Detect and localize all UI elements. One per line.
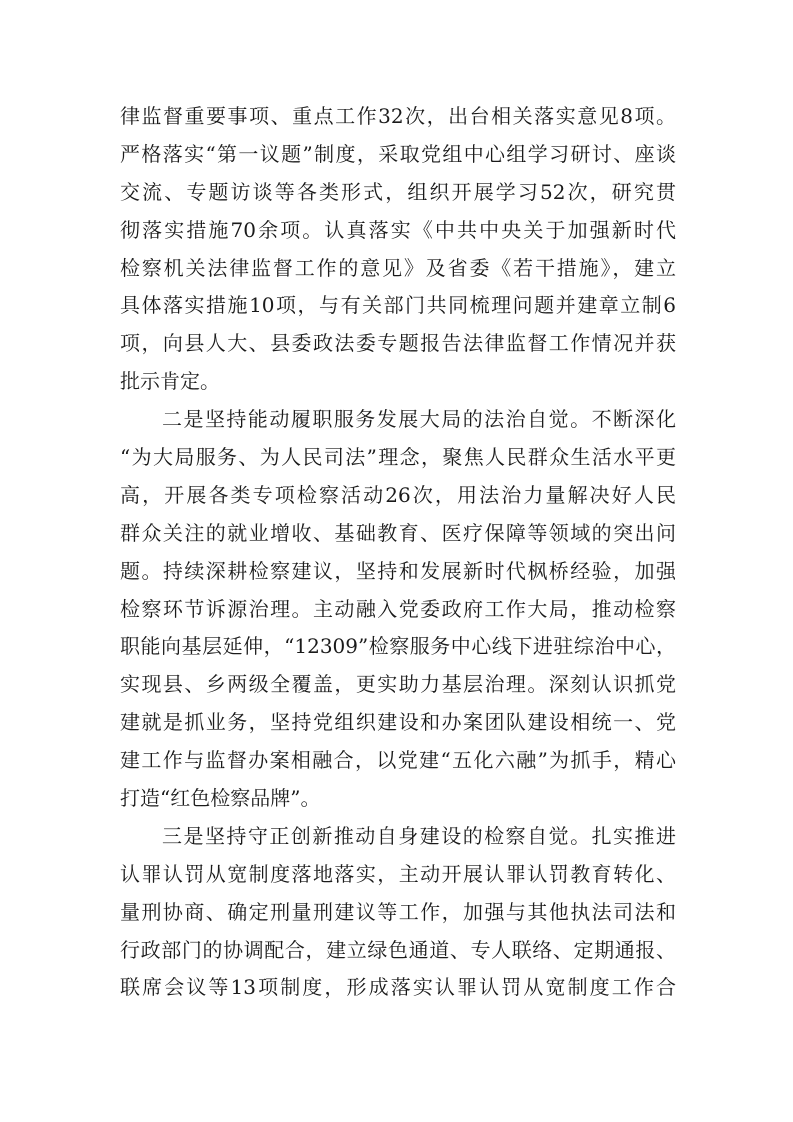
text-line: 认罪认罚从宽制度落地落实，主动开展认罪认罚教育转化、 — [120, 861, 676, 886]
text-line: 题。持续深耕检察建议，坚持和发展新时代枫桥经验，加强 — [120, 558, 676, 583]
document-page — [120, 98, 676, 1007]
text-line: 实现县、乡两级全覆盖，更实助力基层治理。深刻认识抓党 — [120, 672, 676, 697]
text-line: 高，开展各类专项检察活动26次，用法治力量解决好人民 — [120, 482, 676, 507]
text-line: 打造“红色检察品牌”。 — [120, 786, 321, 811]
text-line: 联席会议等13项制度，形成落实认罪认罚从宽制度工作合 — [120, 975, 676, 1000]
text-line: 二是坚持能动履职服务发展大局的法治自觉。不断深化 — [162, 407, 676, 432]
text-line: 检察环节诉源治理。主动融入党委政府工作大局，推动检察 — [120, 596, 676, 621]
text-line: 三是坚持守正创新推动自身建设的检察自觉。扎实推进 — [162, 823, 676, 848]
text-line: 建就是抓业务，坚持党组织建设和办案团队建设相统一、党 — [120, 710, 676, 735]
text-line: 彻落实措施70余项。认真落实《中共中央关于加强新时代 — [120, 217, 676, 242]
text-line: 项，向县人大、县委政法委专题报告法律监督工作情况并获 — [120, 331, 676, 356]
text-line: 建工作与监督办案相融合，以党建“五化六融”为抓手，精心 — [120, 748, 676, 773]
text-line: “为大局服务、为人民司法”理念，聚焦人民群众生活水平更 — [120, 445, 676, 470]
text-line: 批示肯定。 — [120, 369, 220, 394]
text-line: 严格落实“第一议题”制度，采取党组中心组学习研讨、座谈 — [120, 141, 676, 166]
text-line: 行政部门的协调配合，建立绿色通道、专人联络、定期通报、 — [120, 937, 676, 962]
text-line: 交流、专题访谈等各类形式，组织开展学习52次，研究贯 — [120, 179, 676, 204]
text-line: 群众关注的就业增收、基础教育、医疗保障等领域的突出问 — [120, 520, 676, 545]
text-line: 律监督重要事项、重点工作32次，出台相关落实意见8项。 — [120, 104, 676, 128]
text-line: 量刑协商、确定刑量刑建议等工作，加强与其他执法司法和 — [120, 899, 676, 924]
text-line: 检察机关法律监督工作的意见》及省委《若干措施》，建立 — [120, 255, 676, 280]
text-line: 职能向基层延伸，“12309”检察服务中心线下进驻综治中心， — [120, 634, 676, 659]
text-line: 具体落实措施10项，与有关部门共同梳理问题并建章立制6 — [120, 293, 676, 318]
